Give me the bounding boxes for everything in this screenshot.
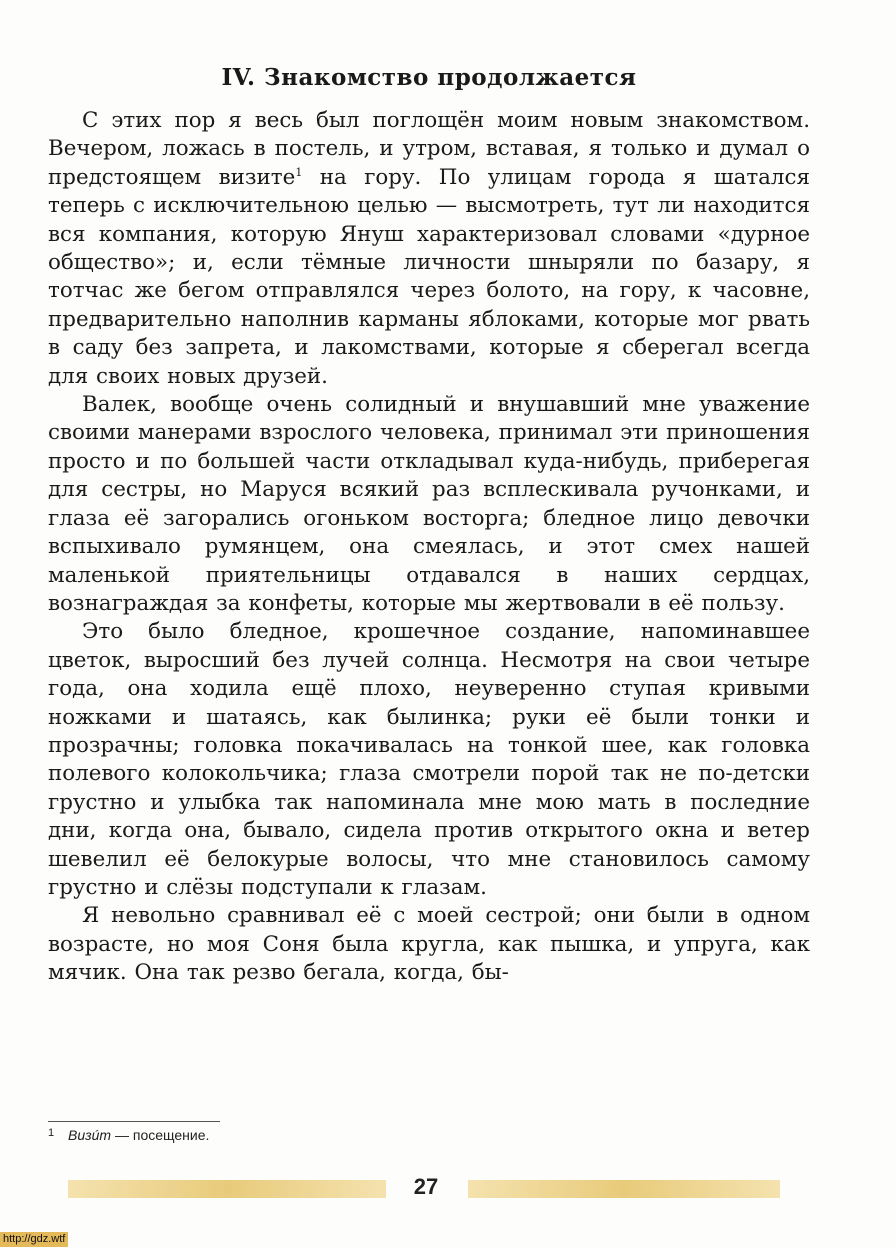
footnote-definition: — посещение. <box>111 1127 210 1143</box>
source-watermark: http://gdz.wtf <box>0 1232 68 1247</box>
paragraph-4: Я невольно сравнивал её с моей сестрой; они были в одном возрасте, но моя Соня была кругла, как пышка, и упруга, как мячик. Она так резво бегала, когда, бы- <box>48 903 810 986</box>
paragraph-1-start: С этих пор я весь был поглощён моим новым знакомством. Вечером, ложась в постель, и утром, вставая, я только и думал о предстоящем визите <box>48 108 810 190</box>
footnote-term: Визúт <box>68 1127 112 1143</box>
body-text <box>48 107 810 988</box>
footnote-divider <box>48 1121 220 1122</box>
footnote <box>48 1127 209 1143</box>
decorative-band-left <box>68 1180 386 1198</box>
footnote-number: 1 <box>48 1127 55 1139</box>
paragraph-3: Это было бледное, крошечное создание, напоминавшее цветок, выросший без лучей солнца. Несмотря на свои четыре года, она ходила ещё плохо, неуверенно ступая кривыми ножками и шатаясь, как былинка; руки её были тонки и прозрачны; головка покачивалась на тонкой шее, как головка полевого колокольчика; глаза смотрели порой так не по-детски грустно и улыбка так напоминала мне мою мать в последние дни, когда она, бывало, сидела против открытого окна и ветер шевелил её белокурые волосы, что мне становилось самому грустно и слёзы подступали к глазам. <box>48 619 810 900</box>
paragraph-1-end: на гору. По улицам города я шатался теперь с исключительною целью — высмотреть, тут ли находится вся компания, которую Януш характеризовал словами «дурное общество»; и, если тёмные личности шныряли по базару, я тотчас же бегом отправлялся через болото, на гору, к часовне, предварительно наполнив карманы яблоками, которые мог рвать в саду без запрета, и лакомствами, которые я сберегал всегда для своих новых друзей. <box>48 164 810 389</box>
footnote-marker: 1 <box>295 165 303 179</box>
decorative-band-right <box>468 1180 780 1198</box>
paragraph-1 <box>48 107 810 391</box>
chapter-title: IV. Знакомство продолжается <box>221 64 637 91</box>
paragraph-2: Валек, вообще очень солидный и внушавший мне уважение своими манерами взрослого человека, принимал эти приношения просто и по большей части откладывал куда-нибудь, приберегая для сестры, но Маруся всякий раз всплескивала ручонками, и глаза её загорались огоньком восторга; бледное лицо девочки вспыхивало румянцем, она смеялась, и этот смех нашей маленькой приятельницы отдавался в наших сердцах, вознаграждая за конфеты, которые мы жертвовали в её пользу. <box>48 392 810 616</box>
page-number: 27 <box>413 1174 439 1199</box>
